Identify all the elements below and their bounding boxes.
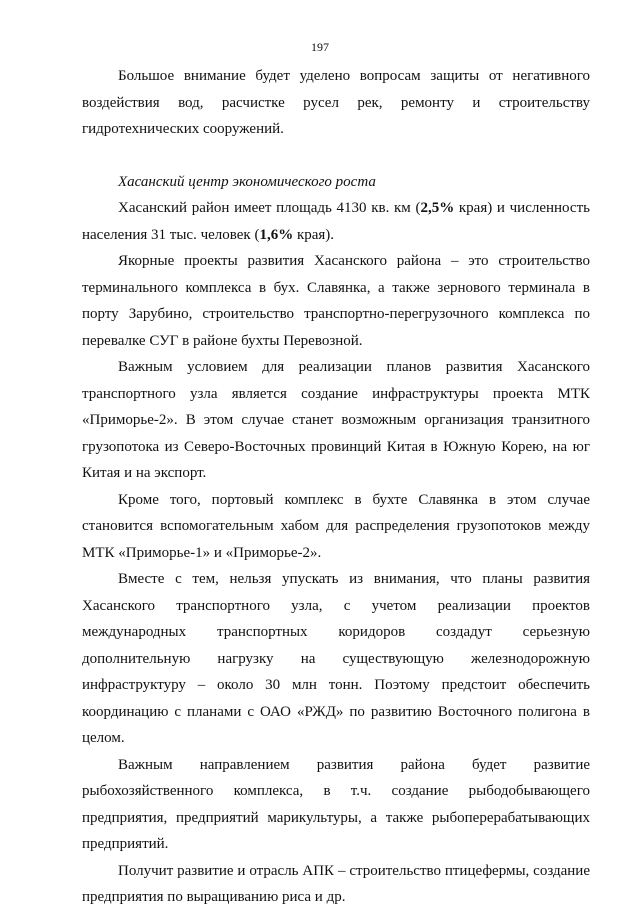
paragraph-transport-node: Важным условием для реализации планов развития Хасанского транспортного узла является создание инфраструктуры проекта МТК «Приморье-2». В этом случае станет возможным организация транзитного грузопотока из Северо-Восточных провинций Китая в Южную Корею, на юг Китая и на экспорт. [82, 359, 590, 481]
paragraph-area-population [82, 195, 590, 248]
section-heading: Хасанский центр экономического роста [118, 173, 376, 190]
text-segment: Хасанский район имеет площадь 4130 кв. км ( [118, 200, 421, 216]
page-number: 197 [311, 40, 329, 54]
paragraph-port-complex: Кроме того, портовый комплекс в бухте Славянка в этом случае становится вспомогательным хабом для распределения грузопотоков между МТК «Приморье-1» и «Приморье-2». [82, 491, 590, 561]
text-segment: края). [293, 226, 335, 243]
paragraph-water-protection: Большое внимание будет уделено вопросам защиты от негативного воздействия вод, расчистке русел рек, ремонту и строительству гидротехнических сооружений. [82, 68, 590, 137]
page-content [82, 63, 590, 911]
text-segment: края) и численность населения 31 тыс. человек ( [82, 200, 590, 243]
paragraph-anchor-projects: Якорные проекты развития Хасанского района – это строительство терминального комплекса в бух. Славянка, а также зернового терминала в порту Зарубино, строительство транспортно-перегрузочного комплекса по перевалке СУГ в районе бухты Перевозной. [82, 253, 590, 349]
bold-percent-population: 1,6% [259, 226, 294, 243]
paragraph-fishery: Важным направлением развития района будет развитие рыбохозяйственного комплекса, в т.ч. создание рыбодобывающего предприятия, предприятий марикультуры, а также рыбоперерабатывающих предприятий. [82, 756, 590, 852]
paragraph-railway-load: Вместе с тем, нельзя упускать из внимания, что планы развития Хасанского транспортного узла, с учетом реализации проектов международных транспортных коридоров создадут серьезную дополнительную нагрузку на существующую железнодорожную инфраструктуру – около 30 млн тонн. Поэтому предстоит обеспечить координацию с планами с ОАО «РЖД» по развитию Восточного полигона в целом. [82, 571, 590, 746]
paragraph-agro: Получит развитие и отрасль АПК – строительство птицефермы, создание предприятия по выращиванию риса и др. [82, 862, 590, 905]
bold-percent-area: 2,5% [420, 200, 455, 216]
